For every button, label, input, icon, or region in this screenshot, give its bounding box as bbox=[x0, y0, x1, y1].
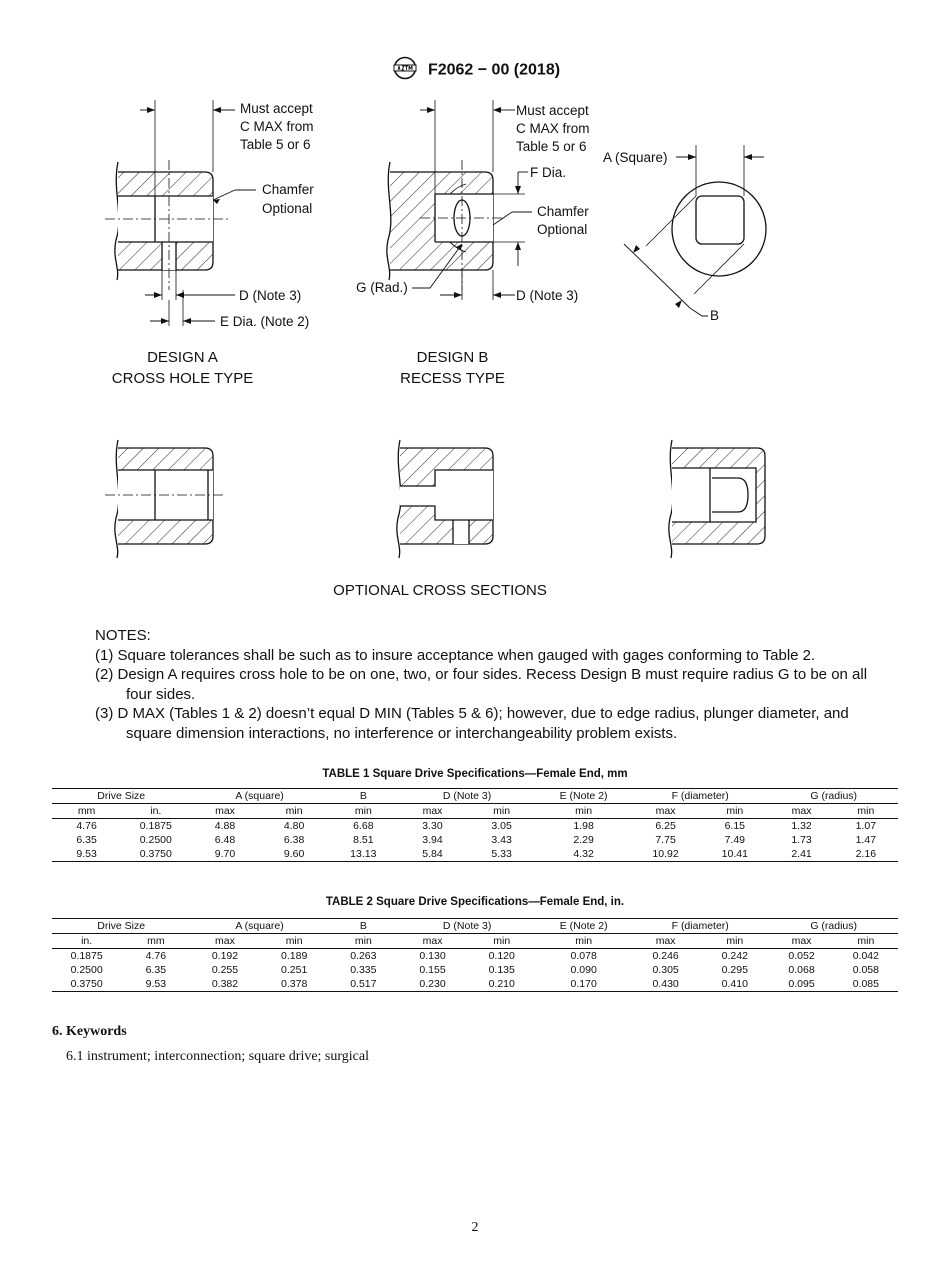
table1-subheader bbox=[52, 804, 898, 819]
design-b-drawing bbox=[387, 100, 532, 300]
table2-subhead: min bbox=[700, 934, 769, 949]
table1-subhead: min bbox=[260, 804, 329, 819]
table-cell: 4.76 bbox=[121, 949, 190, 964]
table1-group: G (radius) bbox=[769, 789, 898, 804]
table2-subhead: max bbox=[190, 934, 259, 949]
table1-group: D (Note 3) bbox=[398, 789, 536, 804]
table2-subhead: mm bbox=[121, 934, 190, 949]
label-chamfer-b2: Optional bbox=[537, 222, 588, 237]
table-cell: 1.07 bbox=[834, 819, 898, 834]
label-must-accept-a3: Table 5 or 6 bbox=[240, 137, 311, 152]
table-cell: 9.70 bbox=[190, 847, 259, 862]
table-cell: 0.263 bbox=[329, 949, 398, 964]
table-cell: 0.378 bbox=[260, 977, 329, 992]
table-cell: 0.382 bbox=[190, 977, 259, 992]
table-row bbox=[52, 977, 898, 992]
caption-optional-sections: OPTIONAL CROSS SECTIONS bbox=[333, 582, 547, 599]
table-cell: 6.68 bbox=[329, 819, 398, 834]
table-cell: 0.130 bbox=[398, 949, 467, 964]
table1-subhead: min bbox=[834, 804, 898, 819]
table-cell: 7.75 bbox=[655, 834, 676, 846]
table-cell: 2.16 bbox=[834, 847, 898, 862]
table1-subhead: max bbox=[190, 804, 259, 819]
table-cell: 4.76 bbox=[52, 819, 121, 834]
caption-design-a-line1: DESIGN A bbox=[147, 349, 218, 366]
table-cell: 3.30 bbox=[398, 819, 467, 834]
table-cell: 1.47 bbox=[855, 834, 877, 846]
label-g: G (Rad.) bbox=[356, 280, 408, 295]
table-cell: 0.246 bbox=[631, 949, 700, 964]
table-cell: 0.192 bbox=[190, 949, 259, 964]
section-heading: 6. Keywords bbox=[52, 1024, 127, 1039]
table-cell: 3.05 bbox=[467, 819, 536, 834]
table-cell: 10.41 bbox=[700, 847, 769, 862]
label-d-a: D (Note 3) bbox=[239, 288, 302, 303]
caption-design-a-line2: CROSS HOLE TYPE bbox=[111, 370, 254, 387]
notes-title: NOTES: bbox=[95, 627, 151, 644]
table1-subhead: min bbox=[329, 804, 398, 819]
label-must-accept-b1: Must accept bbox=[516, 103, 589, 118]
table2-subhead: min bbox=[834, 934, 898, 949]
table-cell: 13.13 bbox=[329, 847, 398, 862]
table-cell: 0.1875 bbox=[52, 949, 121, 964]
table-cell: 1.32 bbox=[769, 819, 833, 834]
table1-subhead: in. bbox=[121, 804, 190, 819]
table-cell: 0.170 bbox=[536, 977, 631, 992]
table-cell: 4.80 bbox=[260, 819, 329, 834]
table1-subhead: min bbox=[467, 804, 536, 819]
table-row bbox=[52, 847, 898, 862]
table-cell: 2.41 bbox=[769, 847, 833, 862]
table2-group: A (square) bbox=[190, 919, 328, 934]
table-cell: 1.73 bbox=[791, 834, 812, 846]
table1-group-header bbox=[52, 789, 898, 804]
table-cell: 0.189 bbox=[260, 949, 329, 964]
table-cell: 4.88 bbox=[190, 819, 259, 834]
table1-subhead: max bbox=[631, 804, 700, 819]
table1 bbox=[52, 788, 898, 862]
table-cell: 8.51 bbox=[353, 834, 374, 846]
table2-group-header bbox=[52, 919, 898, 934]
table-cell: 6.38 bbox=[283, 834, 305, 846]
table-cell: 0.430 bbox=[631, 977, 700, 992]
table-cell: 0.230 bbox=[398, 977, 467, 992]
table-cell: 1.98 bbox=[536, 819, 631, 834]
table-cell: 0.3750 bbox=[52, 977, 121, 992]
table1-group: E (Note 2) bbox=[536, 789, 631, 804]
label-b: B bbox=[710, 308, 720, 323]
label-chamfer-a2: Optional bbox=[262, 201, 313, 216]
end-view-drawing bbox=[624, 145, 766, 316]
table-cell: 7.49 bbox=[724, 834, 746, 846]
table-cell: 9.53 bbox=[121, 977, 190, 992]
table-row bbox=[52, 949, 898, 964]
table-cell: 0.251 bbox=[281, 964, 308, 976]
table2-subhead: min bbox=[536, 934, 631, 949]
table1-group: F (diameter) bbox=[631, 789, 769, 804]
table-cell: 6.25 bbox=[631, 819, 700, 834]
table-cell: 0.242 bbox=[700, 949, 769, 964]
table-cell: 0.120 bbox=[467, 949, 536, 964]
table-cell: 0.305 bbox=[652, 964, 679, 976]
optional-section-3 bbox=[669, 440, 765, 558]
table-cell: 0.078 bbox=[536, 949, 631, 964]
table-row bbox=[52, 833, 898, 847]
figure-notes bbox=[95, 626, 875, 743]
table1-subhead: mm bbox=[52, 804, 121, 819]
table-cell: 0.042 bbox=[834, 949, 898, 964]
table-cell: 0.210 bbox=[467, 977, 536, 992]
table1-group: B bbox=[329, 789, 398, 804]
table-cell: 6.15 bbox=[700, 819, 769, 834]
table-cell: 0.095 bbox=[769, 977, 833, 992]
table-cell: 0.1875 bbox=[121, 819, 190, 834]
table-cell: 9.53 bbox=[52, 847, 121, 862]
table-cell: 9.60 bbox=[260, 847, 329, 862]
note-1: (1) Square tolerances shall be such as to insure acceptance when gauged with gages conforming to Table 2. bbox=[95, 646, 816, 664]
table2-group: G (radius) bbox=[769, 919, 898, 934]
table-cell: 0.058 bbox=[852, 964, 879, 976]
label-a-square: A (Square) bbox=[603, 150, 668, 165]
optional-section-1 bbox=[105, 440, 225, 558]
caption-design-b-line1: DESIGN B bbox=[416, 349, 489, 366]
label-f: F Dia. bbox=[530, 165, 567, 180]
table2-group: Drive Size bbox=[52, 919, 190, 934]
table-cell: 0.2500 bbox=[139, 834, 172, 846]
note-2: (2) Design A requires cross hole to be on one, two, or four sides. Recess Design B must require radius G to be on all four sides. bbox=[95, 666, 868, 703]
label-d-b: D (Note 3) bbox=[516, 288, 579, 303]
table-cell: 0.2500 bbox=[70, 964, 103, 976]
table1-group: A (square) bbox=[190, 789, 328, 804]
technical-drawing bbox=[0, 0, 950, 620]
table-cell: 0.052 bbox=[769, 949, 833, 964]
design-a-drawing bbox=[105, 100, 256, 326]
table1-subhead: min bbox=[700, 804, 769, 819]
table-cell: 6.48 bbox=[214, 834, 236, 846]
table1-title: TABLE 1 Square Drive Specifications—Female End, mm bbox=[322, 768, 628, 780]
table2-group: E (Note 2) bbox=[536, 919, 631, 934]
label-must-accept-a2: C MAX from bbox=[240, 119, 314, 134]
section-paragraph: 6.1 instrument; interconnection; square drive; surgical bbox=[66, 1049, 369, 1064]
table-cell: 6.35 bbox=[76, 834, 97, 846]
table2-subhead: max bbox=[631, 934, 700, 949]
table2-subhead: in. bbox=[52, 934, 121, 949]
table-cell: 10.92 bbox=[631, 847, 700, 862]
table2-group: D (Note 3) bbox=[398, 919, 536, 934]
table-cell: 3.43 bbox=[491, 834, 512, 846]
table1-subhead: min bbox=[536, 804, 631, 819]
optional-section-2 bbox=[397, 440, 493, 558]
table-cell: 2.29 bbox=[573, 834, 594, 846]
label-chamfer-a1: Chamfer bbox=[262, 182, 314, 197]
table-cell: 0.335 bbox=[350, 964, 377, 976]
note-3: (3) D MAX (Tables 1 & 2) doesn’t equal D MIN (Tables 5 & 6); however, due to edge radius, plunger diameter, and square dimension interactions, no interference or interchangeability problem exists. bbox=[95, 705, 849, 742]
caption-design-b-line2: RECESS TYPE bbox=[400, 370, 505, 387]
table-cell: 0.155 bbox=[419, 964, 446, 976]
caption-design-a bbox=[100, 347, 265, 389]
table-cell: 4.32 bbox=[536, 847, 631, 862]
table2-subhead: max bbox=[398, 934, 467, 949]
table2-subhead: max bbox=[769, 934, 833, 949]
table-row bbox=[52, 819, 898, 834]
standard-designation: F2062 − 00 (2018) bbox=[427, 61, 561, 79]
table2 bbox=[52, 918, 898, 992]
label-must-accept-b3: Table 5 or 6 bbox=[516, 139, 587, 154]
table2-title: TABLE 2 Square Drive Specifications—Female End, in. bbox=[325, 896, 625, 908]
table2-subhead: min bbox=[260, 934, 329, 949]
table-cell: 3.94 bbox=[422, 834, 443, 846]
table-cell: 0.3750 bbox=[121, 847, 190, 862]
table-cell: 0.068 bbox=[788, 964, 815, 976]
table2-subhead: min bbox=[467, 934, 536, 949]
table-cell: 5.84 bbox=[398, 847, 467, 862]
table2-group: F (diameter) bbox=[631, 919, 769, 934]
caption-design-b bbox=[375, 347, 530, 389]
table-cell: 0.255 bbox=[211, 964, 239, 976]
table-cell: 0.135 bbox=[488, 964, 515, 976]
table-cell: 0.410 bbox=[700, 977, 769, 992]
page-number: 2 bbox=[471, 1220, 479, 1235]
label-must-accept-a1: Must accept bbox=[240, 101, 313, 116]
table1-group: Drive Size bbox=[52, 789, 190, 804]
table-cell: 6.35 bbox=[145, 964, 167, 976]
table1-subhead: max bbox=[398, 804, 467, 819]
table2-subheader bbox=[52, 934, 898, 949]
label-e-a: E Dia. (Note 2) bbox=[220, 314, 310, 329]
table-cell: 0.295 bbox=[721, 964, 748, 976]
table1-subhead: max bbox=[769, 804, 833, 819]
table2-subhead: min bbox=[329, 934, 398, 949]
table-cell: 5.33 bbox=[467, 847, 536, 862]
table-row bbox=[52, 963, 898, 977]
table2-group: B bbox=[329, 919, 398, 934]
label-must-accept-b2: C MAX from bbox=[516, 121, 590, 136]
table-cell: 0.090 bbox=[570, 964, 597, 976]
table-cell: 0.517 bbox=[329, 977, 398, 992]
table-cell: 0.085 bbox=[834, 977, 898, 992]
label-chamfer-b1: Chamfer bbox=[537, 204, 589, 219]
